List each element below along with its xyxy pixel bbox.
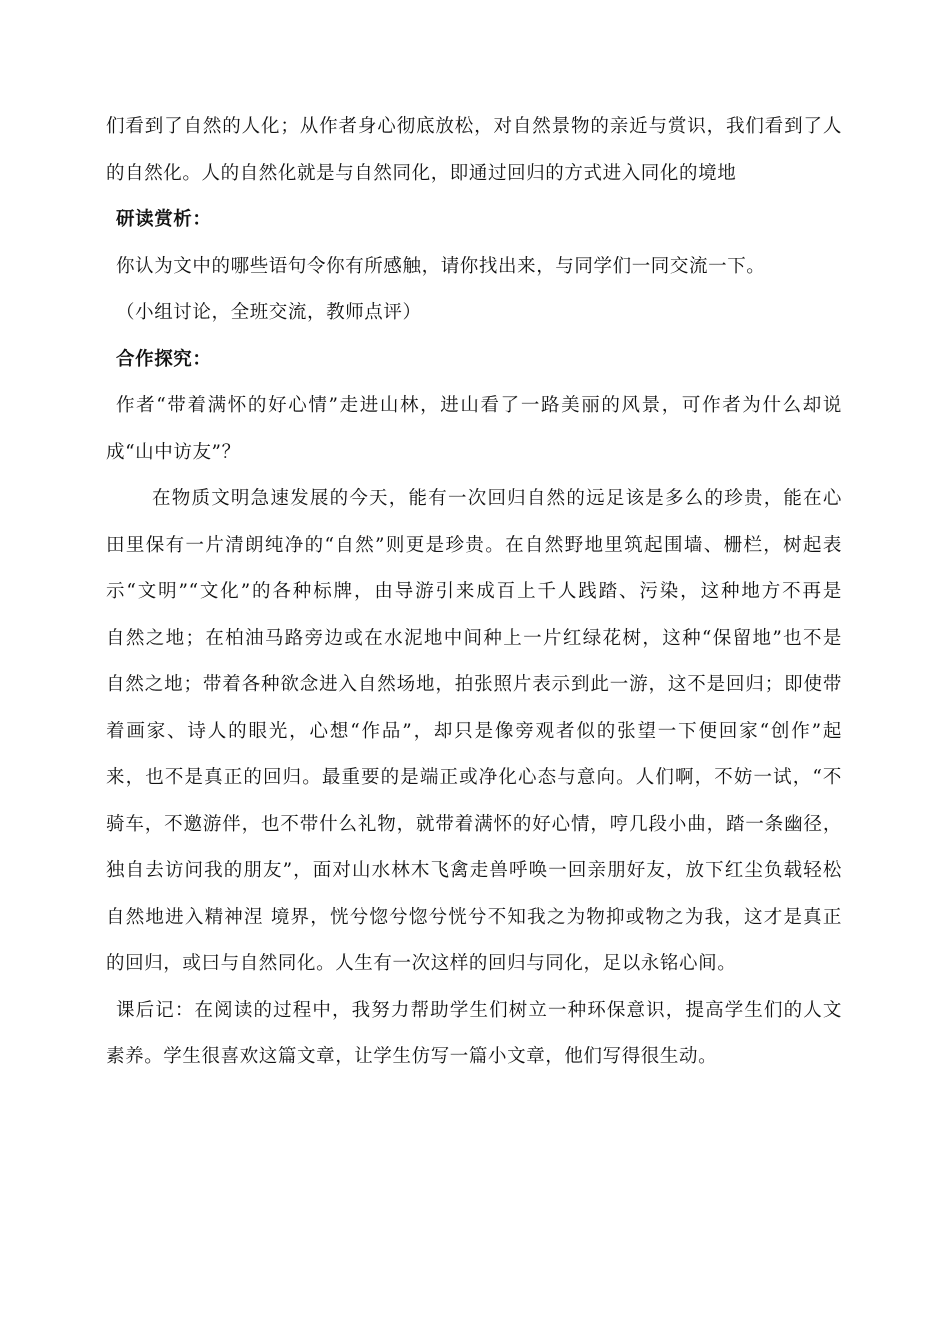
afterword-line: 素养。学生很喜欢这篇文章，让学生仿写一篇小文章，他们写得很生动。 <box>106 1046 718 1067</box>
text-line: （小组讨论，全班交流，教师点评） <box>116 302 422 323</box>
section-heading-study: 研读赏析： <box>116 209 212 230</box>
text-line: 的自然化。人的自然化就是与自然同化，即通过回归的方式进入同化的境地 <box>106 162 737 184</box>
text-line: 们看到了自然的人化；从作者身心彻底放松，对自然景物的亲近与赏识，我们看到了人 <box>106 116 842 137</box>
paragraph-line: 自然地进入精神涅 境界，恍兮惚兮惚兮恍兮不知我之为物抑或物之为我，这才是真正 <box>106 906 842 928</box>
paragraph-line: 来，也不是真正的回归。最重要的是端正或净化心态与意向。人们啊，不妨一试，“不 <box>106 767 842 788</box>
text-line: 作者“带着满怀的好心情”走进山林，进山看了一路美丽的风景，可作者为什么却说 <box>116 395 842 416</box>
paragraph-line: 着画家、诗人的眼光，心想“作品”，却只是像旁观者似的张望一下便回家“创作”起 <box>106 720 842 742</box>
paragraph-line: 的回归，或曰与自然同化。人生有一次这样的回归与同化，足以永铭心间。 <box>106 953 737 974</box>
paragraph-line: 示“文明”“文化”的各种标牌，由导游引来成百上千人践踏、污染，这种地方不再是 <box>106 581 842 602</box>
section-heading-cooperate: 合作探究： <box>116 348 212 370</box>
afterword-line: 课后记：在阅读的过程中，我努力帮助学生们树立一种环保意识，提高学生们的人文 <box>116 999 842 1021</box>
document-body <box>106 104 842 1081</box>
text-line: 成“山中访友”？ <box>106 441 241 463</box>
paragraph-line: 田里保有一片清朗纯净的“自然”则更是珍贵。在自然野地里筑起围墙、栅栏，树起表 <box>106 534 842 556</box>
text-line: 你认为文中的哪些语句令你有所感触，请你找出来，与同学们一同交流一下。 <box>116 255 766 277</box>
paragraph-line: 自然之地；带着各种欲念进入自然场地，拍张照片表示到此一游，这不是回归；即使带 <box>106 674 842 695</box>
paragraph-line: 独自去访问我的朋友”，面对山水林木飞禽走兽呼唤一回亲朋好友，放下红尘负载轻松 <box>106 860 842 881</box>
paragraph-line: 骑车，不邀游伴，也不带什么礼物，就带着满怀的好心情，哼几段小曲，踏一条幽径， <box>106 813 842 835</box>
paragraph-line: 在物质文明急速发展的今天，能有一次回归自然的远足该是多么的珍贵，能在心 <box>152 488 842 509</box>
paragraph-line: 自然之地；在柏油马路旁边或在水泥地中间种上一片红绿花树，这种“保留地”也不是 <box>106 627 842 649</box>
